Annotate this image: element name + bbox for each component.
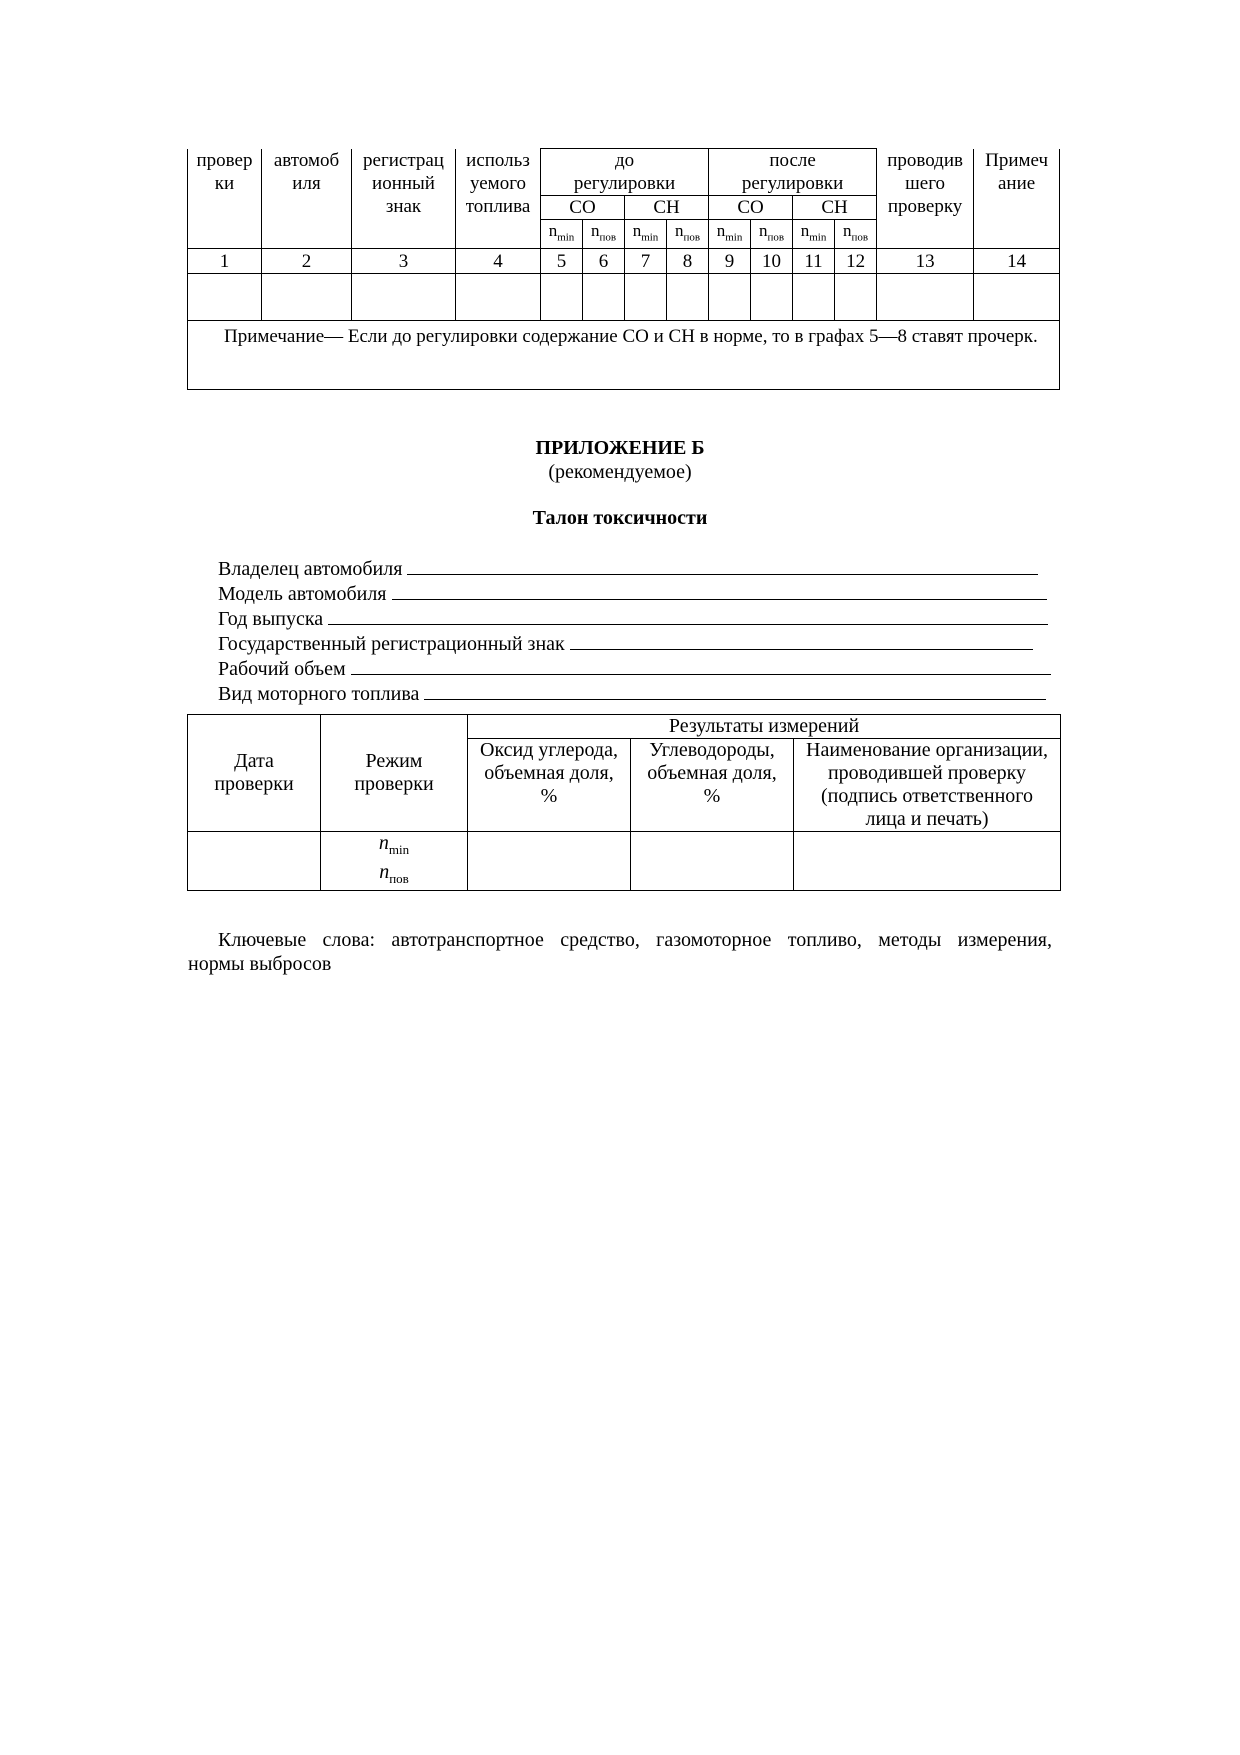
table-note: Примечание— Если до регулировки содержание CO и CH в норме, то в графах 5—8 ставят прочерк. (224, 326, 1038, 348)
n-letter: n (716, 221, 726, 240)
mode-header-cell (321, 715, 468, 832)
n-letter: n (379, 861, 390, 883)
header-ch-after: CH (793, 196, 877, 220)
form-row-owner (218, 556, 1051, 581)
sub-min: min (725, 231, 743, 244)
column-number: 5 (541, 249, 583, 274)
n-min-cell (793, 220, 835, 249)
header-car: автомоб иля (273, 149, 340, 194)
empty-data-row (188, 274, 1060, 321)
n-min-cell (709, 220, 751, 249)
column-number: 8 (667, 249, 709, 274)
appendix-title: ПРИЛОЖЕНИЕ Б (535, 437, 705, 459)
table-note-cell (188, 321, 1060, 390)
co-header: Оксид углерода, объемная доля, % (480, 739, 618, 807)
appendix-subtitle: (рекомендуемое) (548, 461, 692, 483)
empty-cell (835, 274, 877, 321)
results-header: Результаты измерений (468, 715, 1061, 739)
header-ch-before: CH (625, 196, 709, 220)
header-co-before: CO (541, 196, 625, 220)
empty-cell (751, 274, 793, 321)
n-pov-cell (835, 220, 877, 249)
sub-min: min (557, 231, 575, 244)
sub-min: min (388, 842, 410, 857)
year-label: Год выпуска (218, 608, 324, 630)
n-pov-cell (667, 220, 709, 249)
empty-cell (667, 274, 709, 321)
n-pov-cell (583, 220, 625, 249)
column-number: 9 (709, 249, 751, 274)
empty-cell (974, 274, 1060, 321)
column-number: 1 (188, 249, 262, 274)
empty-cell (793, 274, 835, 321)
empty-cell (262, 274, 352, 321)
header-fuel-cell (456, 149, 541, 249)
sub-pov: пов (389, 871, 409, 886)
org-cell[interactable] (794, 832, 1061, 891)
empty-cell (625, 274, 667, 321)
header-before-adjustment: до регулировки (573, 150, 676, 194)
ch-header: Углеводороды, объемная доля, % (647, 739, 777, 807)
column-number: 6 (583, 249, 625, 274)
header-after-adjustment: после регулировки (741, 150, 844, 194)
header-before-adjustment-cell (541, 149, 709, 196)
fuel-label: Вид моторного топлива (218, 683, 420, 705)
header-inspector: проводив шего проверку (887, 149, 963, 217)
date-cell[interactable] (188, 832, 321, 891)
owner-label: Владелец автомобиля (218, 558, 403, 580)
plate-label: Государственный регистрационный знак (218, 633, 565, 655)
n-pov-cell (751, 220, 793, 249)
measurement-row (188, 832, 1061, 891)
volume-field[interactable] (351, 656, 1051, 675)
mode-n-pov (323, 861, 465, 890)
empty-cell (541, 274, 583, 321)
column-number: 3 (352, 249, 456, 274)
header-note: Примеч ание (985, 149, 1049, 194)
form-row-year (218, 606, 1051, 631)
column-number: 7 (625, 249, 667, 274)
empty-cell (188, 274, 262, 321)
column-number: 2 (262, 249, 352, 274)
empty-cell (352, 274, 456, 321)
empty-cell (877, 274, 974, 321)
talon-title: Талон токсичности (532, 507, 708, 529)
keywords-paragraph (188, 928, 1052, 976)
owner-field[interactable] (407, 556, 1038, 575)
n-letter: n (548, 221, 558, 240)
talon-form (218, 556, 1051, 706)
mode-header: Режим проверки (354, 750, 434, 795)
header-inspector-cell (877, 149, 974, 249)
toxicity-results-table (187, 714, 1061, 891)
n-min-cell (541, 220, 583, 249)
date-header: Дата проверки (214, 750, 294, 795)
sub-pov: пов (599, 231, 617, 244)
year-field[interactable] (328, 606, 1048, 625)
header-check-cell (188, 149, 262, 249)
n-letter: n (843, 221, 852, 240)
header-check: провер ки (196, 149, 253, 194)
co-cell[interactable] (468, 832, 631, 891)
column-number: 12 (835, 249, 877, 274)
adjustment-results-table (187, 148, 1060, 390)
n-letter: n (800, 221, 810, 240)
header-car-cell (262, 149, 352, 249)
form-row-plate (218, 631, 1051, 656)
co-header-cell (468, 739, 631, 832)
header-co-after: CO (709, 196, 793, 220)
column-number: 14 (974, 249, 1060, 274)
column-number: 11 (793, 249, 835, 274)
sub-pov: пов (683, 231, 701, 244)
form-row-fuel (218, 681, 1051, 706)
org-header-cell (794, 739, 1061, 832)
sub-min: min (809, 231, 827, 244)
sub-pov: пов (851, 231, 869, 244)
n-letter: n (632, 221, 642, 240)
ch-header-cell (631, 739, 794, 832)
n-letter: n (378, 832, 389, 854)
mode-cell (321, 832, 468, 891)
n-letter: n (590, 221, 600, 240)
table-note-row (188, 321, 1060, 390)
plate-field[interactable] (570, 631, 1033, 650)
model-label: Модель автомобиля (218, 583, 387, 605)
header-fuel: использ уемого топлива (465, 149, 531, 217)
header-registration: регистрац ионный знак (363, 149, 444, 217)
empty-cell (583, 274, 625, 321)
header-note-cell (974, 149, 1060, 249)
empty-cell (709, 274, 751, 321)
sub-min: min (641, 231, 659, 244)
column-number: 13 (877, 249, 974, 274)
header-registration-cell (352, 149, 456, 249)
fuel-field[interactable] (424, 681, 1046, 700)
header-after-adjustment-cell (709, 149, 877, 196)
form-row-volume (218, 656, 1051, 681)
column-numbers-row (188, 249, 1060, 274)
keywords-line-1: Ключевые слова: автотранспортное средство, газомоторное топливо, методы измерения, (218, 929, 1052, 951)
ch-cell[interactable] (631, 832, 794, 891)
column-number: 4 (456, 249, 541, 274)
volume-label: Рабочий объем (218, 658, 346, 680)
n-letter: n (674, 221, 684, 240)
n-min-cell (625, 220, 667, 249)
keywords-line-2: нормы выбросов (188, 953, 332, 975)
sub-pov: пов (767, 231, 785, 244)
mode-n-min (323, 832, 465, 861)
column-number: 10 (751, 249, 793, 274)
model-field[interactable] (392, 581, 1047, 600)
n-letter: n (759, 221, 768, 240)
date-header-cell (188, 715, 321, 832)
empty-cell (456, 274, 541, 321)
form-row-model (218, 581, 1051, 606)
org-header: Наименование организации, проводившей проверку (подпись ответственного лица и печать) (806, 739, 1048, 830)
